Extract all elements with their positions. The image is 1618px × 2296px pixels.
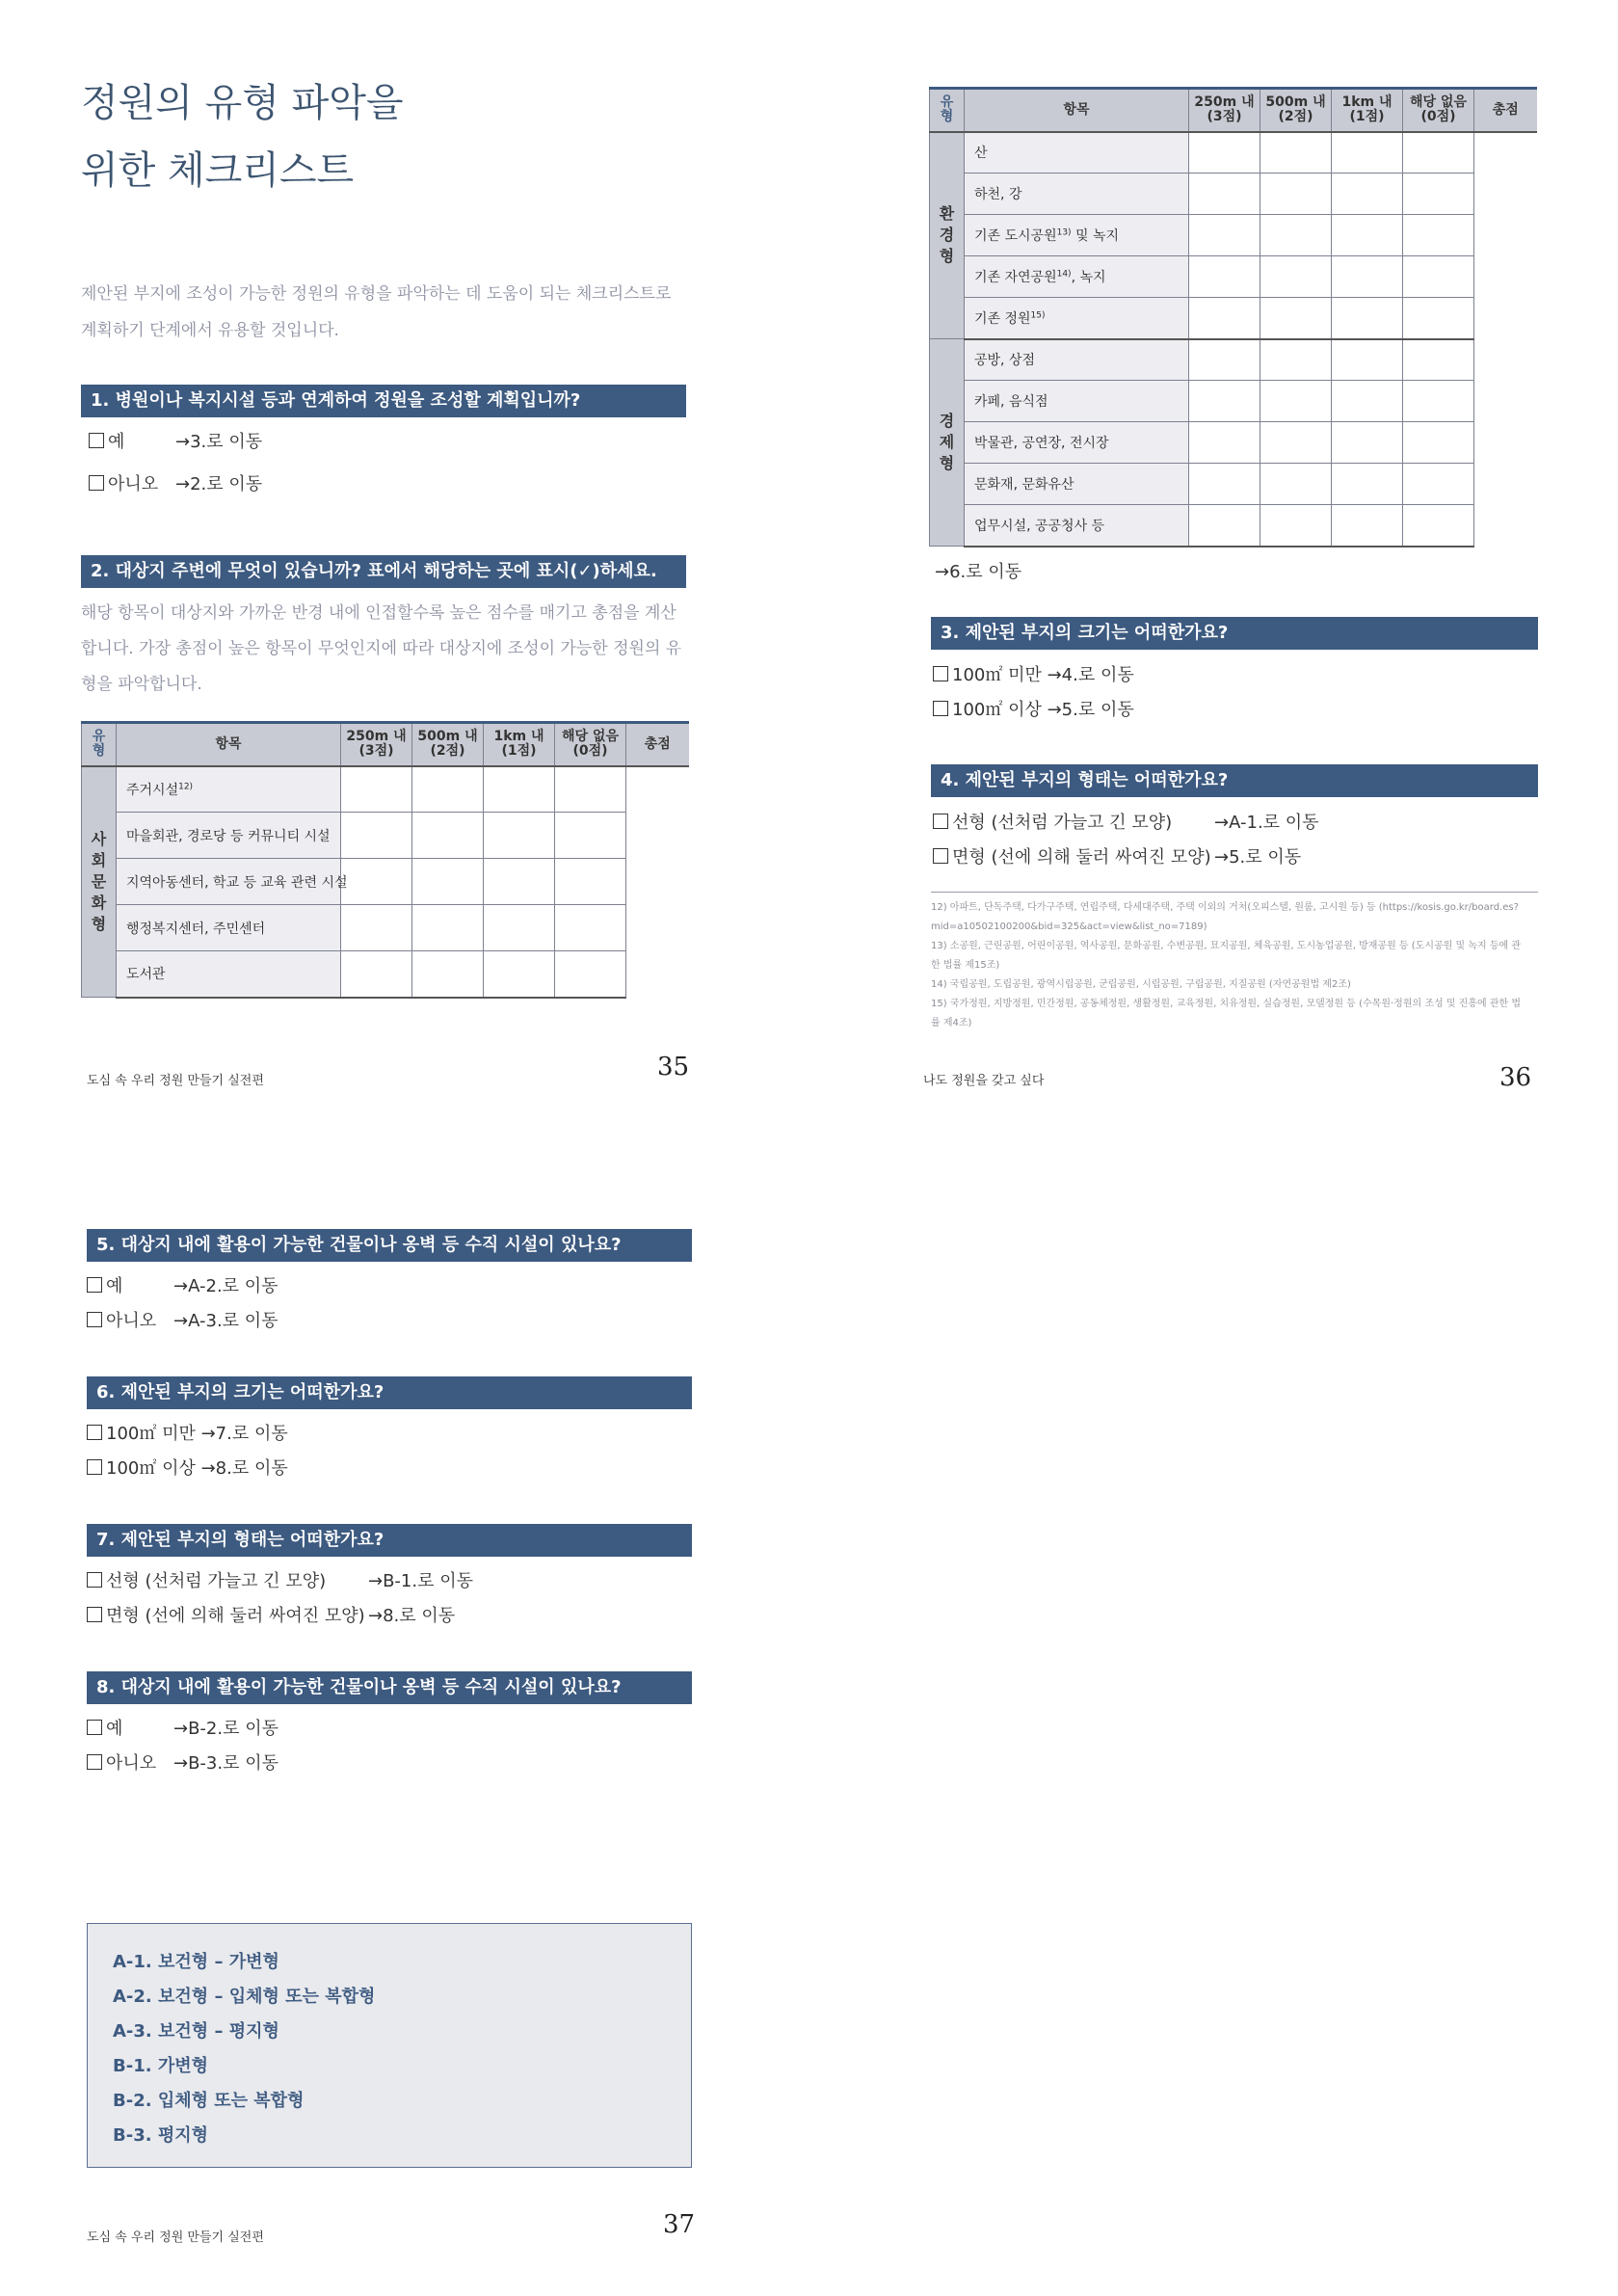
score-cell[interactable]	[1403, 464, 1474, 505]
question-5-options	[87, 1269, 279, 1339]
header-total: 총점	[1474, 89, 1537, 132]
score-cell[interactable]	[1403, 298, 1474, 339]
score-cell[interactable]	[484, 859, 555, 905]
header-none: 해당 없음 (0점)	[555, 723, 626, 766]
q8-option-yes[interactable]: 예 →B-2.로 이동	[87, 1712, 279, 1747]
header-1km: 1km 내 (1점)	[484, 723, 555, 766]
question-8-options	[87, 1712, 279, 1781]
score-cell[interactable]	[1332, 132, 1403, 174]
score-cell[interactable]	[1403, 132, 1474, 174]
legend-item: A-3. 보건형 – 평지형	[113, 2021, 279, 2042]
score-cell[interactable]	[1189, 339, 1260, 381]
q8-option-no[interactable]: 아니오 →B-3.로 이동	[87, 1747, 279, 1781]
item-cell: 박물관, 공연장, 전시장	[965, 422, 1189, 464]
header-type: 유형	[82, 723, 117, 766]
question-6-options	[87, 1417, 288, 1486]
checkbox[interactable]	[87, 1572, 102, 1588]
score-cell[interactable]	[484, 905, 555, 951]
question-4-bar: 4. 제안된 부지의 형태는 어떠한가요?	[931, 764, 1538, 797]
footnote-12: 12) 아파트, 단독주택, 다가구주택, 연립주택, 다세대주택, 주택 이외의 거처(오피스텔, 원룸, 고시원 등) 등 (https://kosis.go.kr/board.es?mid=a10502100200&bid=325&act=view&list_no=7189)	[931, 902, 1519, 932]
item-cell: 행정복지센터, 주민센터	[117, 905, 341, 951]
q6-option-small[interactable]: 100㎡ 미만 →7.로 이동	[87, 1417, 288, 1452]
score-cell[interactable]	[1260, 381, 1332, 422]
score-cell[interactable]	[1332, 256, 1403, 298]
checkbox[interactable]	[933, 666, 948, 681]
total-cell[interactable]	[1474, 339, 1537, 547]
checkbox[interactable]	[933, 701, 948, 716]
score-cell[interactable]	[1260, 298, 1332, 339]
question-4-options	[933, 806, 1319, 875]
legend-item: B-2. 입체형 또는 복합형	[113, 2091, 305, 2111]
score-cell[interactable]	[1332, 464, 1403, 505]
question-1-bar: 1. 병원이나 복지시설 등과 연계하여 정원을 조성할 계획입니까?	[81, 385, 686, 417]
item-cell: 문화재, 문화유산	[965, 464, 1189, 505]
header-item: 항목	[117, 723, 341, 766]
table-row	[930, 339, 1537, 381]
item-cell: 도서관	[117, 951, 341, 998]
intro-line-1: 제안된 부지에 조성이 가능한 정원의 유형을 파악하는 데 도움이 되는 체크리스트로	[81, 284, 672, 304]
score-cell[interactable]	[1189, 132, 1260, 174]
score-cell[interactable]	[1260, 464, 1332, 505]
q7-option-linear[interactable]: 선형 (선처럼 가늘고 긴 모양) →B-1.로 이동	[87, 1564, 473, 1599]
header-1km: 1km 내 (1점)	[1332, 89, 1403, 132]
type-cell-econ: 경제형	[930, 339, 965, 547]
page-number-35: 35	[657, 1053, 690, 1081]
table-row	[930, 256, 1537, 298]
header-type: 유형	[930, 89, 965, 132]
page-title	[81, 69, 404, 204]
score-cell[interactable]	[341, 905, 412, 951]
item-cell: 업무시설, 공공청사 등	[965, 505, 1189, 547]
table-header-row	[930, 89, 1537, 132]
checkbox[interactable]	[87, 1607, 102, 1622]
header-total: 총점	[626, 723, 689, 766]
table-row	[930, 132, 1537, 174]
score-cell[interactable]	[1332, 298, 1403, 339]
score-cell[interactable]	[1403, 339, 1474, 381]
item-cell: 지역아동센터, 학교 등 교육 관련 시설	[117, 859, 341, 905]
score-cell[interactable]	[1260, 256, 1332, 298]
q3-option-small[interactable]: 100㎡ 미만 →4.로 이동	[933, 658, 1134, 693]
score-cell[interactable]	[484, 813, 555, 859]
q6-option-large[interactable]: 100㎡ 이상 →8.로 이동	[87, 1452, 288, 1486]
item-cell: 마을회관, 경로당 등 커뮤니티 시설	[117, 813, 341, 859]
score-cell[interactable]	[1189, 505, 1260, 547]
footnotes	[931, 898, 1528, 1033]
score-cell[interactable]	[1403, 505, 1474, 547]
table-row	[82, 766, 689, 813]
table-row	[82, 951, 689, 998]
score-cell[interactable]	[1403, 256, 1474, 298]
score-cell[interactable]	[412, 813, 484, 859]
header-250m: 250m 내 (3점)	[1189, 89, 1260, 132]
q4-option-area[interactable]: 면형 (선에 의해 둘러 싸여진 모양) →5.로 이동	[933, 841, 1319, 875]
item-cell: 기존 정원$^{15)}$	[965, 298, 1189, 339]
score-cell[interactable]	[412, 905, 484, 951]
header-item: 항목	[965, 89, 1189, 132]
checkbox[interactable]	[87, 1459, 102, 1475]
table-row	[930, 422, 1537, 464]
checkbox[interactable]	[87, 1425, 102, 1440]
score-cell[interactable]	[1260, 339, 1332, 381]
checkbox[interactable]	[87, 1720, 102, 1735]
footer-left-p37: 도심 속 우리 정원 만들기 실전편	[87, 2230, 264, 2245]
question-6-bar: 6. 제안된 부지의 크기는 어떠한가요?	[87, 1376, 692, 1409]
question-7-bar: 7. 제안된 부지의 형태는 어떠한가요?	[87, 1524, 692, 1557]
title-line-1: 정원의 유형 파악을	[81, 81, 404, 125]
item-cell: 기존 도시공원$^{13)}$ 및 녹지	[965, 215, 1189, 256]
legend-item: B-3. 평지형	[113, 2125, 208, 2146]
table-row	[930, 298, 1537, 339]
page-number-36: 36	[1499, 1063, 1532, 1092]
checkbox[interactable]	[89, 475, 104, 491]
intro-line-2: 계획하기 단계에서 유용할 것입니다.	[81, 321, 339, 340]
table-row	[930, 174, 1537, 215]
score-cell[interactable]	[341, 859, 412, 905]
footer-left-p35: 도심 속 우리 정원 만들기 실전편	[87, 1074, 264, 1088]
q4-option-linear[interactable]: 선형 (선처럼 가늘고 긴 모양) →A-1.로 이동	[933, 806, 1319, 841]
intro-text	[81, 276, 698, 349]
q1-option-yes[interactable]: 예 →3.로 이동	[89, 425, 262, 460]
score-cell[interactable]	[1189, 464, 1260, 505]
legend-item: A-1. 보건형 – 가변형	[113, 1952, 279, 1972]
score-cell[interactable]	[1403, 174, 1474, 215]
question-2-description: 해당 항목이 대상지와 가까운 반경 내에 인접할수록 높은 점수를 매기고 총점을 계산 합니다. 가장 총점이 높은 항목이 무엇인지에 따라 대상지에 조성이 가능한 정원의 유 형을 파악합니다.	[81, 603, 682, 694]
item-cell: 산	[965, 132, 1189, 174]
score-cell[interactable]	[1189, 215, 1260, 256]
goto-6: →6.로 이동	[935, 562, 1022, 582]
total-cell[interactable]	[626, 766, 689, 998]
question-3-bar: 3. 제안된 부지의 크기는 어떠한가요?	[931, 617, 1538, 650]
score-cell[interactable]	[1332, 381, 1403, 422]
score-cell[interactable]	[1332, 215, 1403, 256]
type-cell-env: 환경형	[930, 132, 965, 339]
checkbox[interactable]	[89, 433, 104, 448]
score-cell[interactable]	[555, 905, 626, 951]
score-cell[interactable]	[1189, 174, 1260, 215]
footnote-divider	[931, 892, 1538, 893]
score-cell[interactable]	[412, 859, 484, 905]
score-cell[interactable]	[341, 951, 412, 998]
score-cell[interactable]	[555, 859, 626, 905]
result-legend-box	[87, 1923, 692, 2168]
checkbox[interactable]	[933, 848, 948, 864]
legend-item: B-1. 가변형	[113, 2056, 208, 2076]
social-culture-table	[81, 721, 689, 999]
score-cell[interactable]	[1332, 174, 1403, 215]
header-500m: 500m 내 (2점)	[1260, 89, 1332, 132]
checkbox[interactable]	[87, 1754, 102, 1770]
checkbox[interactable]	[87, 1277, 102, 1293]
checkbox[interactable]	[87, 1312, 102, 1327]
score-cell[interactable]	[484, 766, 555, 813]
footer-left-p36: 나도 정원을 갖고 싶다	[923, 1074, 1045, 1088]
question-3-options	[933, 658, 1134, 728]
item-cell: 카페, 음식점	[965, 381, 1189, 422]
legend-item: A-2. 보건형 – 입체형 또는 복합형	[113, 1987, 376, 2007]
q3-option-large[interactable]: 100㎡ 이상 →5.로 이동	[933, 693, 1134, 728]
score-cell[interactable]	[1260, 174, 1332, 215]
score-cell[interactable]	[1189, 381, 1260, 422]
header-250m: 250m 내 (3점)	[341, 723, 412, 766]
env-econ-table	[929, 87, 1537, 547]
score-cell[interactable]	[1332, 339, 1403, 381]
score-cell[interactable]	[1189, 422, 1260, 464]
table-row	[930, 464, 1537, 505]
question-7-options	[87, 1564, 473, 1634]
footnote-15: 15) 국가정원, 지방정원, 민간정원, 공동체정원, 생활정원, 교육정원, 치유정원, 실습정원, 모델정원 등 (수목원·정원의 조성 및 진흥에 관한 법률 제4조)	[931, 999, 1521, 1028]
item-cell: 기존 자연공원$^{14)}$, 녹지	[965, 256, 1189, 298]
score-cell[interactable]	[341, 766, 412, 813]
table-row	[930, 505, 1537, 547]
score-cell[interactable]	[1189, 256, 1260, 298]
footnote-14: 14) 국립공원, 도립공원, 광역시립공원, 군립공원, 시립공원, 구립공원, 지질공원 (자연공원법 제2조)	[931, 979, 1351, 990]
footnote-13: 13) 소공원, 근린공원, 어린이공원, 역사공원, 문화공원, 수변공원, 묘지공원, 체육공원, 도시농업공원, 방재공원 등 (도시공원 및 녹지 등에 관한 법률 제15조)	[931, 941, 1521, 971]
header-500m: 500m 내 (2점)	[412, 723, 484, 766]
table-row	[930, 381, 1537, 422]
header-none: 해당 없음 (0점)	[1403, 89, 1474, 132]
question-5-bar: 5. 대상지 내에 활용이 가능한 건물이나 옹벽 등 수직 시설이 있나요?	[87, 1229, 692, 1262]
score-cell[interactable]	[341, 813, 412, 859]
table-row	[930, 215, 1537, 256]
score-cell[interactable]	[1189, 298, 1260, 339]
page-number-37: 37	[663, 2210, 696, 2239]
q1-option-no[interactable]: 아니오 →2.로 이동	[89, 467, 262, 502]
score-cell[interactable]	[1260, 132, 1332, 174]
table-row	[82, 859, 689, 905]
score-cell[interactable]	[555, 951, 626, 998]
score-cell[interactable]	[1332, 422, 1403, 464]
score-cell[interactable]	[1332, 505, 1403, 547]
score-cell[interactable]	[412, 951, 484, 998]
title-line-2: 위한 체크리스트	[81, 148, 355, 193]
type-cell-social: 사회문화형	[82, 766, 117, 998]
score-cell[interactable]	[1403, 381, 1474, 422]
q5-option-no[interactable]: 아니오 →A-3.로 이동	[87, 1304, 279, 1339]
score-cell[interactable]	[1260, 422, 1332, 464]
score-cell[interactable]	[412, 766, 484, 813]
checkbox[interactable]	[933, 814, 948, 829]
score-cell[interactable]	[484, 951, 555, 998]
table-row	[82, 905, 689, 951]
item-cell: 하천, 강	[965, 174, 1189, 215]
score-cell[interactable]	[1260, 215, 1332, 256]
score-cell[interactable]	[555, 766, 626, 813]
total-cell[interactable]	[1474, 132, 1537, 339]
question-8-bar: 8. 대상지 내에 활용이 가능한 건물이나 옹벽 등 수직 시설이 있나요?	[87, 1671, 692, 1704]
table-row	[82, 813, 689, 859]
q7-option-area[interactable]: 면형 (선에 의해 둘러 싸여진 모양) →8.로 이동	[87, 1599, 473, 1634]
question-1-options	[89, 425, 262, 502]
item-cell: 주거시설$^{12)}$	[117, 766, 341, 813]
score-cell[interactable]	[1260, 505, 1332, 547]
question-2-bar: 2. 대상지 주변에 무엇이 있습니까? 표에서 해당하는 곳에 표시(✓)하세요.	[81, 555, 686, 588]
table-header-row	[82, 723, 689, 766]
score-cell[interactable]	[1403, 215, 1474, 256]
score-cell[interactable]	[555, 813, 626, 859]
q5-option-yes[interactable]: 예 →A-2.로 이동	[87, 1269, 279, 1304]
score-cell[interactable]	[1403, 422, 1474, 464]
item-cell: 공방, 상점	[965, 339, 1189, 381]
